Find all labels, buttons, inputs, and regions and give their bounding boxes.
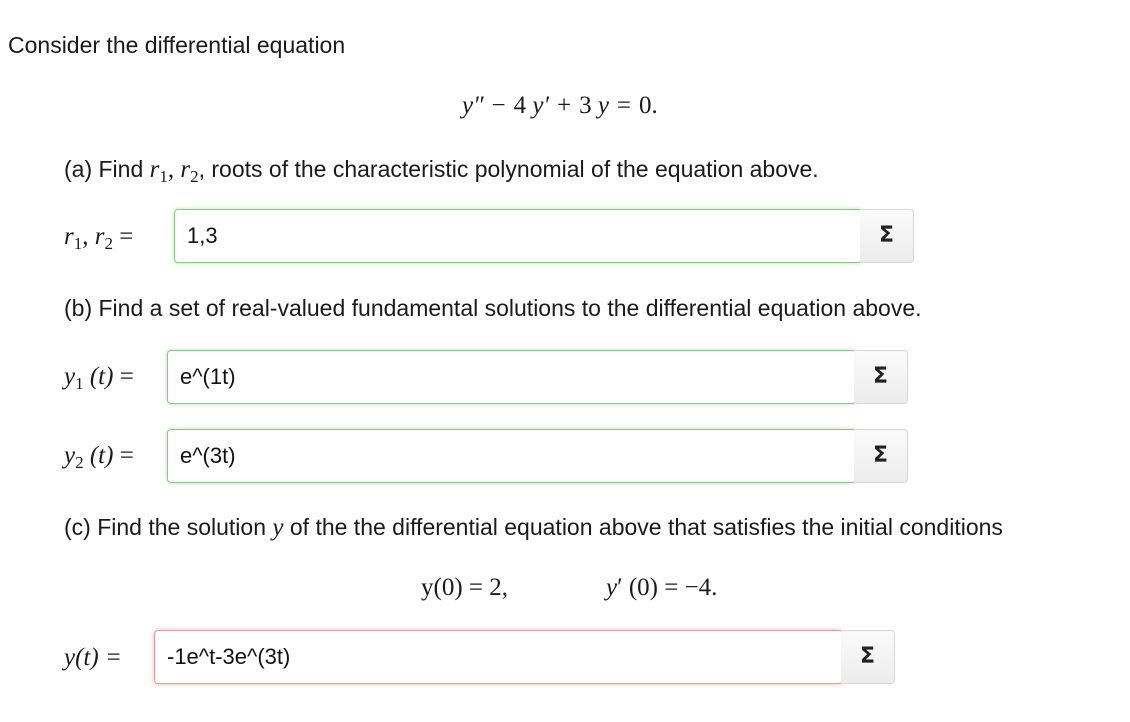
part-c-question: (c) Find the solution y of the the differential equation above that satisfies the initial conditions <box>64 514 1003 541</box>
part-b-question: (b) Find a set of real-valued fundamental solutions to the differential equation above. <box>64 295 922 321</box>
sigma-icon: Σ <box>878 223 895 248</box>
y1-label: $y_1$ (t) = <box>64 363 134 393</box>
sigma-icon: Σ <box>872 364 889 389</box>
sigma-icon: Σ <box>859 644 876 669</box>
roots-answer-input[interactable] <box>174 209 862 263</box>
y1-sigma-button[interactable] <box>854 350 908 404</box>
y1-answer-input[interactable] <box>167 350 856 404</box>
y2-sigma-button[interactable] <box>854 429 908 483</box>
initial-condition-1: y(0) = 2, <box>421 574 508 601</box>
roots-sigma-button[interactable] <box>860 209 914 263</box>
solution-answer-input[interactable] <box>154 630 843 684</box>
solution-label: y(t) = <box>64 644 122 671</box>
y2-label: $y_2$ (t) = <box>64 442 134 472</box>
solution-sigma-button[interactable] <box>841 630 895 684</box>
part-a-question: (a) Find $r_1$, $r_2$, roots of the characteristic polynomial of the equation above. <box>64 156 819 186</box>
y2-answer-input[interactable] <box>167 429 856 483</box>
differential-equation: y″ − 4 y′ + 3 y = 0. <box>462 92 658 119</box>
roots-label: $r_1$, $r_2$ = <box>64 223 134 253</box>
sigma-icon: Σ <box>872 443 889 468</box>
initial-condition-2: y′ (0) = −4. <box>606 574 718 601</box>
eq-y-prime: y′ <box>532 92 549 119</box>
intro-text: Consider the differential equation <box>8 32 346 58</box>
eq-y-double-prime: y″ <box>462 92 484 119</box>
